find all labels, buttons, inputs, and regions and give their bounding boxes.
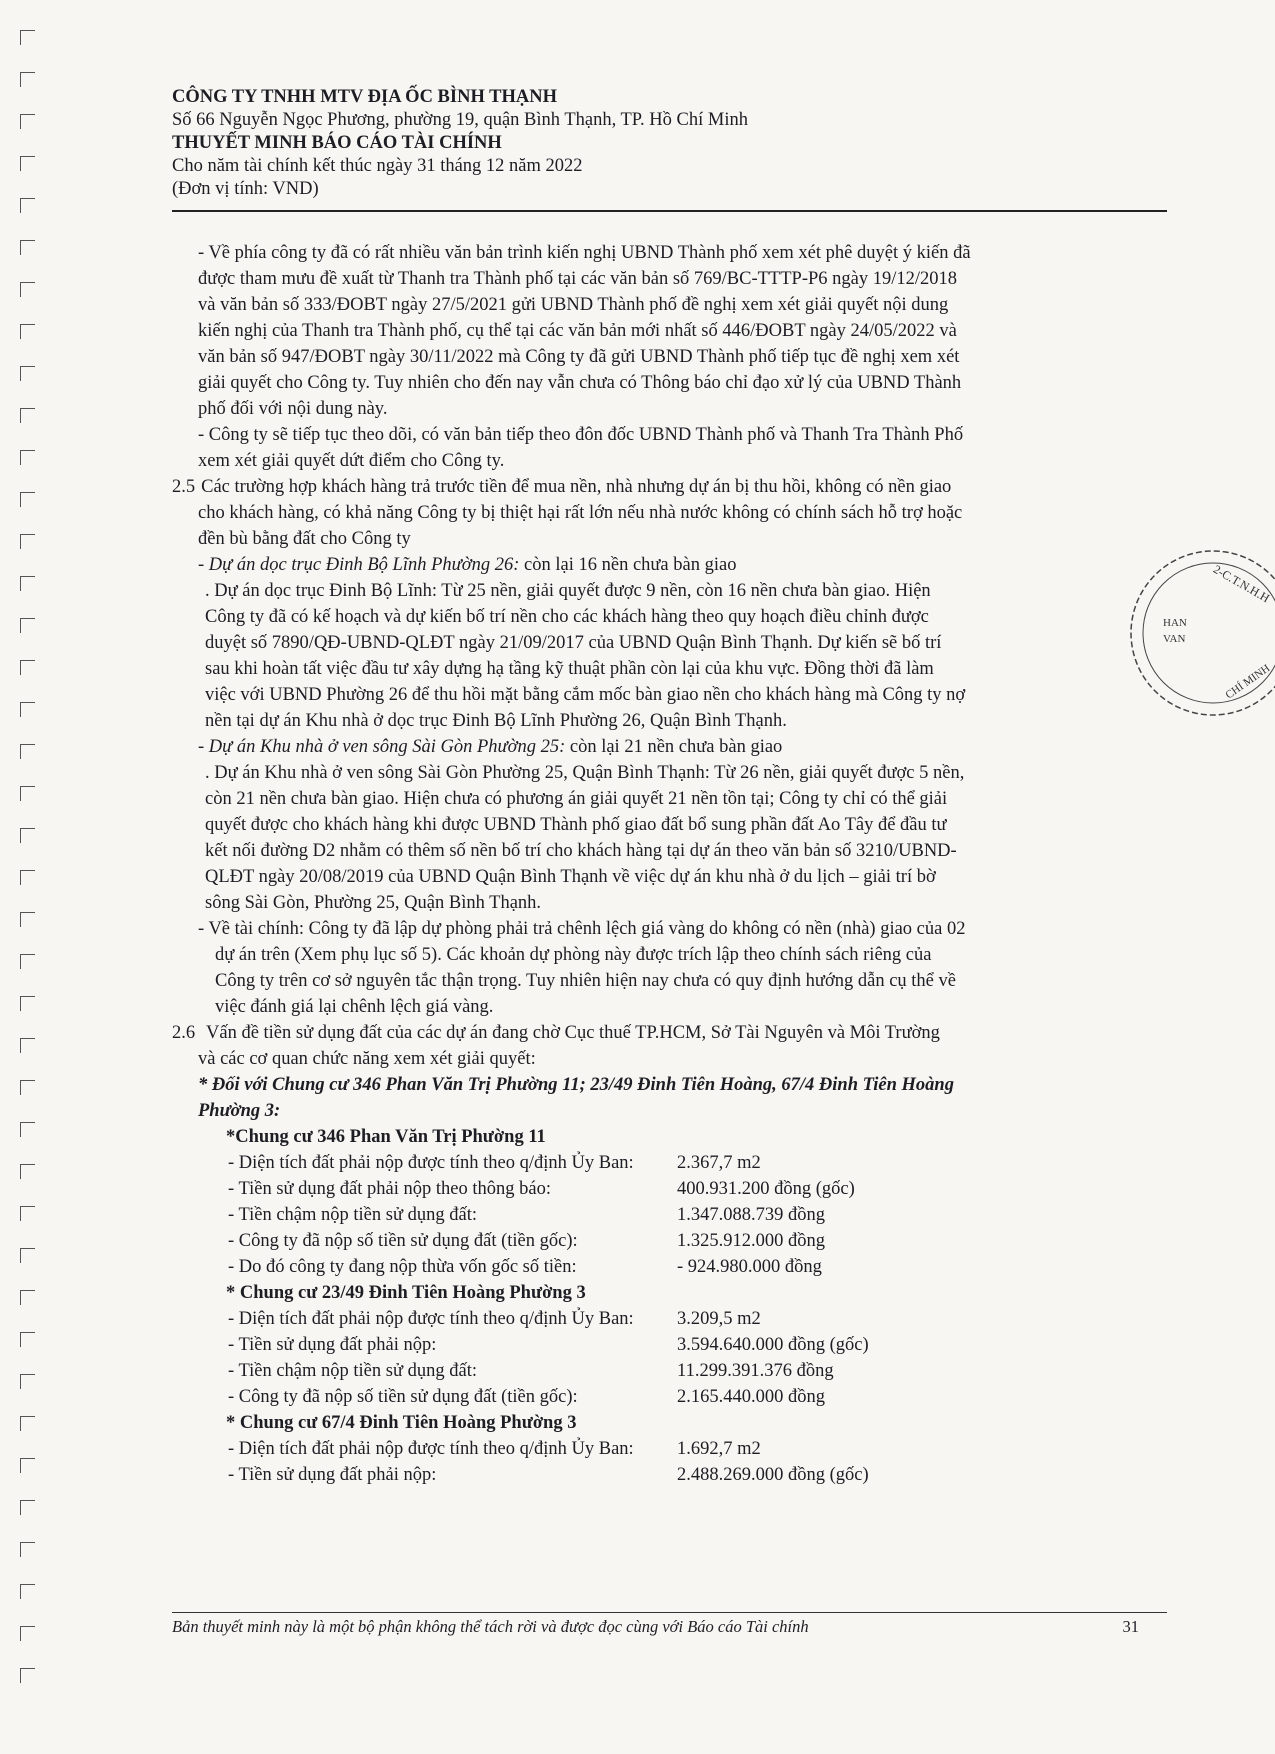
- text-line: còn 21 nền chưa bàn giao. Hiện chưa có phương án giải quyết 21 nền tồn tại; Công ty chỉ có thể giải: [205, 789, 948, 809]
- apartment-group-heading: * Đối với Chung cư 346 Phan Văn Trị Phường 11; 23/49 Đinh Tiên Hoàng, 67/4 Đinh Tiên Hoàng: [198, 1075, 954, 1095]
- table-row: [172, 1254, 1164, 1280]
- text-line: được tham mưu đề xuất từ Thanh tra Thành phố tại các văn bản số 769/BC-TTTP-P6 ngày 19/12/2018: [198, 269, 958, 289]
- footer-rule: [172, 1612, 1167, 1613]
- binding-hole-mark: [20, 1584, 35, 1599]
- binding-hole-mark: [20, 72, 35, 87]
- binding-hole-mark: [20, 912, 35, 927]
- table-row: [172, 1436, 1164, 1462]
- row-value: 400.931.200 đồng (gốc): [677, 1179, 855, 1199]
- text-line: kết nối đường D2 nhằm có thêm số nền bố trí cho khách hàng tại dự án theo văn bản số 3210/UBND-: [205, 841, 957, 861]
- row-value: 3.594.640.000 đồng (gốc): [677, 1335, 869, 1355]
- binding-hole-mark: [20, 1122, 35, 1137]
- row-label: - Công ty đã nộp số tiền sử dụng đất (tiền gốc):: [228, 1231, 578, 1251]
- section-2-5: [172, 474, 1164, 1020]
- row-label: - Tiền chậm nộp tiền sử dụng đất:: [228, 1205, 477, 1225]
- apartment-67-4-title: * Chung cư 67/4 Đinh Tiên Hoàng Phường 3: [226, 1413, 577, 1433]
- project-status: còn lại 21 nền chưa bàn giao: [569, 737, 783, 757]
- row-label: - Tiền chậm nộp tiền sử dụng đất:: [228, 1361, 477, 1381]
- project-dinh-bo-linh-heading: [172, 552, 1164, 578]
- apartment-23-49-title: * Chung cư 23/49 Đinh Tiên Hoàng Phường 3: [226, 1283, 586, 1303]
- table-row: [172, 1202, 1164, 1228]
- row-label: - Tiền sử dụng đất phải nộp:: [228, 1465, 437, 1485]
- binding-hole-mark: [20, 996, 35, 1011]
- text-line: duyệt số 7890/QĐ-UBND-QLĐT ngày 21/09/2017 của UBND Quận Bình Thạnh. Dự kiến sẽ bố trí: [205, 633, 942, 653]
- text-line: xem xét giải quyết dứt điểm cho Công ty.: [198, 451, 505, 471]
- binding-hole-mark: [20, 1038, 35, 1053]
- binding-hole-mark: [20, 282, 35, 297]
- text-line: QLĐT ngày 20/08/2019 của UBND Quận Bình Thạnh về việc dự án khu nhà ở du lịch – giải trí bờ: [205, 867, 936, 887]
- project-title: - Dự án dọc trục Đinh Bộ Lĩnh Phường 26:: [198, 555, 520, 575]
- binding-hole-mark: [20, 828, 35, 843]
- binding-hole-mark: [20, 1332, 35, 1347]
- binding-hole-mark: [20, 240, 35, 255]
- table-row: [172, 1462, 1164, 1488]
- binding-hole-mark: [20, 954, 35, 969]
- text-line: sau khi hoàn tất việc đầu tư xây dựng hạ tầng kỹ thuật phần còn lại của khu vực. Đồng thời đã làm: [205, 659, 934, 679]
- row-value: 1.325.912.000 đồng: [677, 1231, 825, 1251]
- text-line: - Về phía công ty đã có rất nhiều văn bản trình kiến nghị UBND Thành phố xem xét phê duyệt ý kiến đã: [198, 243, 971, 263]
- project-status: còn lại 16 nền chưa bàn giao: [524, 555, 737, 575]
- binding-hole-mark: [20, 1080, 35, 1095]
- apartment-346-title: *Chung cư 346 Phan Văn Trị Phường 11: [226, 1127, 546, 1147]
- table-row: [172, 1176, 1164, 1202]
- company-name: CÔNG TY TNHH MTV ĐỊA ỐC BÌNH THẠNH: [172, 87, 557, 107]
- binding-hole-mark: [20, 1374, 35, 1389]
- document-header: [172, 86, 1172, 201]
- binding-hole-mark: [20, 1290, 35, 1305]
- text-line: sông Sài Gòn, Phường 25, Quận Bình Thạnh.: [205, 893, 542, 913]
- binding-hole-mark: [20, 1542, 35, 1557]
- row-value: 2.367,7 m2: [677, 1153, 761, 1173]
- text-line: cho khách hàng, có khả năng Công ty bị thiệt hại rất lớn nếu nhà nước không có chính sách hỗ trợ hoặc: [198, 503, 963, 523]
- row-value: - 924.980.000 đồng: [677, 1257, 822, 1277]
- binding-hole-mark: [20, 870, 35, 885]
- table-row: [172, 1150, 1164, 1176]
- row-label: - Do đó công ty đang nộp thừa vốn gốc số tiền:: [228, 1257, 577, 1277]
- stamp-text: VAN: [1163, 633, 1186, 645]
- text-line: dự án trên (Xem phụ lục số 5). Các khoản dự phòng này được trích lập theo chính sách riêng của: [215, 945, 932, 965]
- row-label: - Tiền sử dụng đất phải nộp:: [228, 1335, 437, 1355]
- text-line: quyết được cho khách hàng khi được UBND Thành phố giao đất bổ sung phần đất Ao Tây để đầu tư: [205, 815, 947, 835]
- page-footer: [172, 1617, 1167, 1637]
- text-line: Các trường hợp khách hàng trả trước tiền để mua nền, nhà nhưng dự án bị thu hồi, không có nền giao: [201, 477, 952, 497]
- table-row: [172, 1358, 1164, 1384]
- row-label: - Diện tích đất phải nộp được tính theo q/định Ủy Ban:: [228, 1309, 634, 1329]
- text-line: . Dự án Khu nhà ở ven sông Sài Gòn Phường 25, Quận Bình Thạnh: Từ 26 nền, giải quyết được 5 nền,: [205, 763, 965, 783]
- text-line: phố đối với nội dung này.: [198, 399, 388, 419]
- binding-hole-mark: [20, 1416, 35, 1431]
- binding-hole-mark: [20, 114, 35, 129]
- footer-note: Bản thuyết minh này là một bộ phận không thể tách rời và được đọc cùng với Báo cáo Tài chính: [172, 1617, 809, 1636]
- binding-hole-mark: [20, 534, 35, 549]
- binding-hole-mark: [20, 1248, 35, 1263]
- binding-hole-mark: [20, 1458, 35, 1473]
- text-line: việc đánh giá lại chênh lệch giá vàng.: [215, 997, 494, 1017]
- row-label: - Công ty đã nộp số tiền sử dụng đất (tiền gốc):: [228, 1387, 578, 1407]
- binding-hole-mark: [20, 576, 35, 591]
- stamp-text: CHÍ MINH: [1223, 662, 1273, 702]
- text-line: việc với UBND Phường 26 để thu hồi mặt bằng cắm mốc bàn giao nền cho khách hàng mà Công ty nợ: [205, 685, 966, 705]
- binding-hole-mark: [20, 1164, 35, 1179]
- text-line: - Về tài chính: Công ty đã lập dự phòng phải trả chênh lệch giá vàng do không có nền (nhà) giao của 02: [198, 919, 966, 939]
- row-label: - Tiền sử dụng đất phải nộp theo thông báo:: [228, 1179, 551, 1199]
- binding-hole-mark: [20, 702, 35, 717]
- text-line: và văn bản số 333/ĐOBT ngày 27/5/2021 gửi UBND Thành phố đề nghị xem xét giải quyết nội dung: [198, 295, 949, 315]
- currency-unit: (Đơn vị tính: VND): [172, 179, 319, 199]
- binding-hole-mark: [20, 492, 35, 507]
- text-line: Công ty trên cơ sở nguyên tắc thận trọng. Tuy nhiên hiện nay chưa có quy định hướng dẫn cụ thể về: [215, 971, 956, 991]
- row-value: 3.209,5 m2: [677, 1309, 761, 1329]
- text-line: . Dự án dọc trục Đinh Bộ Lĩnh: Từ 25 nền, giải quyết được 9 nền, còn 16 nền chưa bàn giao. Hiện: [205, 581, 931, 601]
- section-number: 2.5: [172, 477, 196, 497]
- binding-hole-mark: [20, 1206, 35, 1221]
- binding-hole-mark: [20, 450, 35, 465]
- table-row: [172, 1384, 1164, 1410]
- apartment-group-heading-cont: Phường 3:: [198, 1101, 281, 1121]
- para-proposals: [172, 240, 1164, 422]
- text-line: giải quyết cho Công ty. Tuy nhiên cho đến nay vẫn chưa có Thông báo chỉ đạo xử lý của UBND Thành: [198, 373, 962, 393]
- text-line: - Công ty sẽ tiếp tục theo dõi, có văn bản tiếp theo đôn đốc UBND Thành phố và Thanh Tra Thành Phố: [198, 425, 964, 445]
- text-line: nền tại dự án Khu nhà ở dọc trục Đinh Bộ Lĩnh Phường 26, Quận Bình Thạnh.: [205, 711, 787, 731]
- table-row: [172, 1332, 1164, 1358]
- binding-hole-mark: [20, 408, 35, 423]
- row-value: 1.347.088.739 đồng: [677, 1205, 825, 1225]
- para-follow-up: [172, 422, 1164, 474]
- finance-note: [172, 916, 1164, 1020]
- binding-hole-mark: [20, 1668, 35, 1683]
- binding-hole-mark: [20, 1500, 35, 1515]
- binding-hole-mark: [20, 744, 35, 759]
- document-body: [172, 240, 1164, 1488]
- row-value: 2.488.269.000 đồng (gốc): [677, 1465, 869, 1485]
- stamp-text: 2-C.T.N.H.H: [1210, 561, 1273, 606]
- text-line: đền bù bằng đất cho Công ty: [198, 529, 411, 549]
- company-seal-stamp: [1128, 548, 1275, 718]
- project-dinh-bo-linh-detail: [172, 578, 1164, 734]
- stamp-text: HAN: [1163, 617, 1187, 629]
- binding-hole-mark: [20, 198, 35, 213]
- company-address: Số 66 Nguyễn Ngọc Phương, phường 19, quận Bình Thạnh, TP. Hồ Chí Minh: [172, 110, 748, 130]
- binding-hole-mark: [20, 786, 35, 801]
- text-line: văn bản số 947/ĐOBT ngày 30/11/2022 mà Công ty đã gửi UBND Thành phố tiếp tục đề nghị xem xét: [198, 347, 960, 367]
- text-line: Công ty đã có kế hoạch và dự kiến bố trí nền cho các khách hàng theo quy hoạch điều chỉnh được: [205, 607, 929, 627]
- document-title: THUYẾT MINH BÁO CÁO TÀI CHÍNH: [172, 133, 502, 153]
- binding-hole-mark: [20, 366, 35, 381]
- binding-hole-mark: [20, 618, 35, 633]
- binding-hole-mark: [20, 660, 35, 675]
- project-song-sai-gon-detail: [172, 760, 1164, 916]
- row-value: 11.299.391.376 đồng: [677, 1361, 834, 1381]
- binding-hole-mark: [20, 324, 35, 339]
- text-line: kiến nghị của Thanh tra Thành phố, cụ thể tại các văn bản mới nhất số 446/ĐOBT ngày 24/05/2022 và: [198, 321, 957, 341]
- header-rule: [172, 210, 1167, 212]
- row-value: 2.165.440.000 đồng: [677, 1387, 825, 1407]
- project-song-sai-gon-heading: [172, 734, 1164, 760]
- table-row: [172, 1228, 1164, 1254]
- project-title: - Dự án Khu nhà ở ven sông Sài Gòn Phường 25:: [198, 737, 566, 757]
- binding-hole-mark: [20, 1626, 35, 1641]
- page-number: 31: [1122, 1617, 1139, 1636]
- section-number: 2.6: [172, 1023, 196, 1043]
- row-value: 1.692,7 m2: [677, 1439, 761, 1459]
- reporting-period: Cho năm tài chính kết thúc ngày 31 tháng 12 năm 2022: [172, 156, 583, 176]
- binding-hole-mark: [20, 156, 35, 171]
- row-label: - Diện tích đất phải nộp được tính theo q/định Ủy Ban:: [228, 1439, 634, 1459]
- table-row: [172, 1306, 1164, 1332]
- text-line: và các cơ quan chức năng xem xét giải quyết:: [198, 1049, 536, 1069]
- binding-hole-mark: [20, 30, 35, 45]
- row-label: - Diện tích đất phải nộp được tính theo q/định Ủy Ban:: [228, 1153, 634, 1173]
- section-2-6: [172, 1020, 1164, 1488]
- text-line: Vấn đề tiền sử dụng đất của các dự án đang chờ Cục thuế TP.HCM, Sở Tài Nguyên và Môi Trường: [206, 1023, 940, 1043]
- binding-marks: [14, 30, 44, 1730]
